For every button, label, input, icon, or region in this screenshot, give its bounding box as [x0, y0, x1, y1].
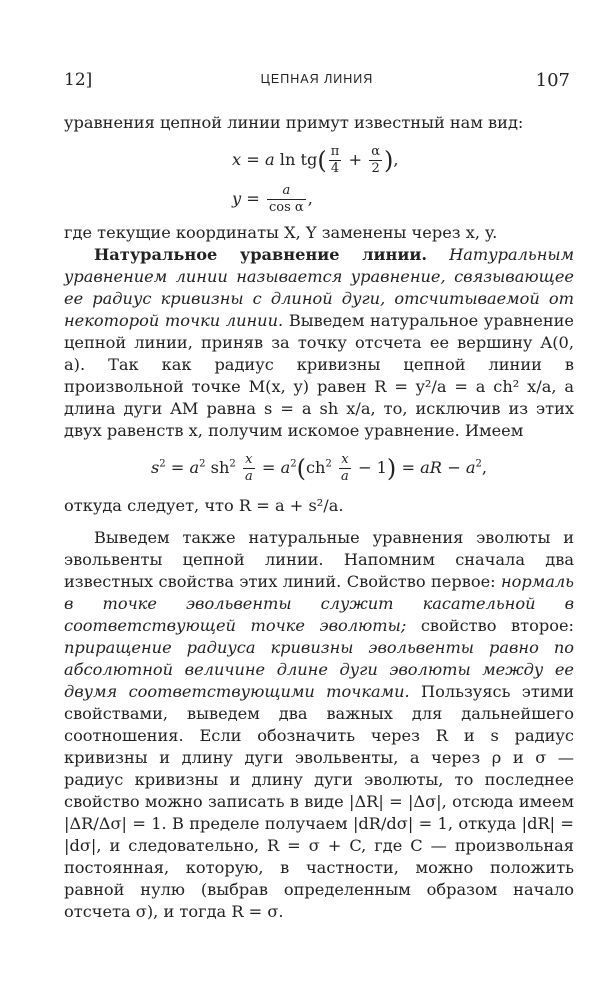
intro-line: уравнения цепной линии примут известный нам вид:: [64, 113, 524, 132]
page-header: [64, 70, 570, 94]
property-two-label: свойство второе:: [420, 616, 574, 635]
equation-x: x = a ln tg( $\frac{\pi}{4}$ + $\frac{\alpha}{2}$ ),: [232, 144, 399, 176]
result-line: откуда следует, что R = a + s²/a.: [64, 496, 344, 515]
derivation-text: Выведем натуральное уравнение цепной линии, приняв за точку отсчета ее вершину A(0, a). Так как радиус кривизны цепной линии в произвольной точке M(x, y) равен R = y²/a = a ch² x/a, а длина дуги AM равна s = a sh x/a, то, исключив из этих двух равенств x, получим искомое уравнение. Имеем: [64, 311, 574, 440]
section-number: 12]: [64, 70, 93, 90]
page-number: 107: [535, 70, 570, 91]
property-two: приращение радиуса кривизны эвольвенты равно по абсолютной величине длине дуги эволюты между ее двумя соответствующими точками.: [64, 638, 574, 701]
running-title: ЦЕПНАЯ ЛИНИЯ: [260, 72, 374, 86]
equation-y: y = $\frac{a}{\text{cos α}}$ ,: [232, 183, 313, 215]
section-heading: Натуральное уравнение линии.: [94, 245, 428, 264]
evolute-intro: Выведем также натуральные уравнения эволюты и эвольвенты цепной линии. Напомним сначала два известных свойства этих линий. Свойство первое:: [64, 528, 574, 591]
evolute-derivation: Пользуясь этими свойствами, выведем два важных для дальнейшего соотношения. Если обозначить через R и s радиус кривизны и длину дуги эвольвенты, а через ρ и σ — радиус кривизны и длину дуги эволюты, то последнее свойство можно записать в виде |ΔR| = |Δσ|, отсюда имеем |ΔR/Δσ| = 1. В пределе получаем |dR/dσ| = 1, откуда |dR| = |dσ|, и следовательно, R = σ + C, где C — произвольная постоянная, которую, в частности, можно положить равной нулю (выбрав определенным образом начало отсчета σ), и тогда R = σ.: [64, 682, 574, 921]
page-body: [64, 112, 574, 923]
paragraph-natural-equation: [64, 244, 574, 442]
paragraph-evolute: [64, 527, 574, 923]
property-one: нормаль в точке эвольвенты служит касательной в соответствующей точке эволюты;: [64, 572, 574, 635]
definition-text: Натуральным уравнением линии называется уравнение, связывающее ее радиус кривизны с длиной дуги, отсчитываемой от некоторой точки линии.: [64, 245, 574, 330]
coords-note: где текущие координаты X, Y заменены через x, y.: [64, 223, 498, 242]
equation-s-squared: $s^2 = a^2$ $sh^2$ $\frac{x}{a}$ = $a^2(ch^2$ $\frac{x}{a}$ − 1) = aR − $a^2$,: [150, 452, 488, 484]
